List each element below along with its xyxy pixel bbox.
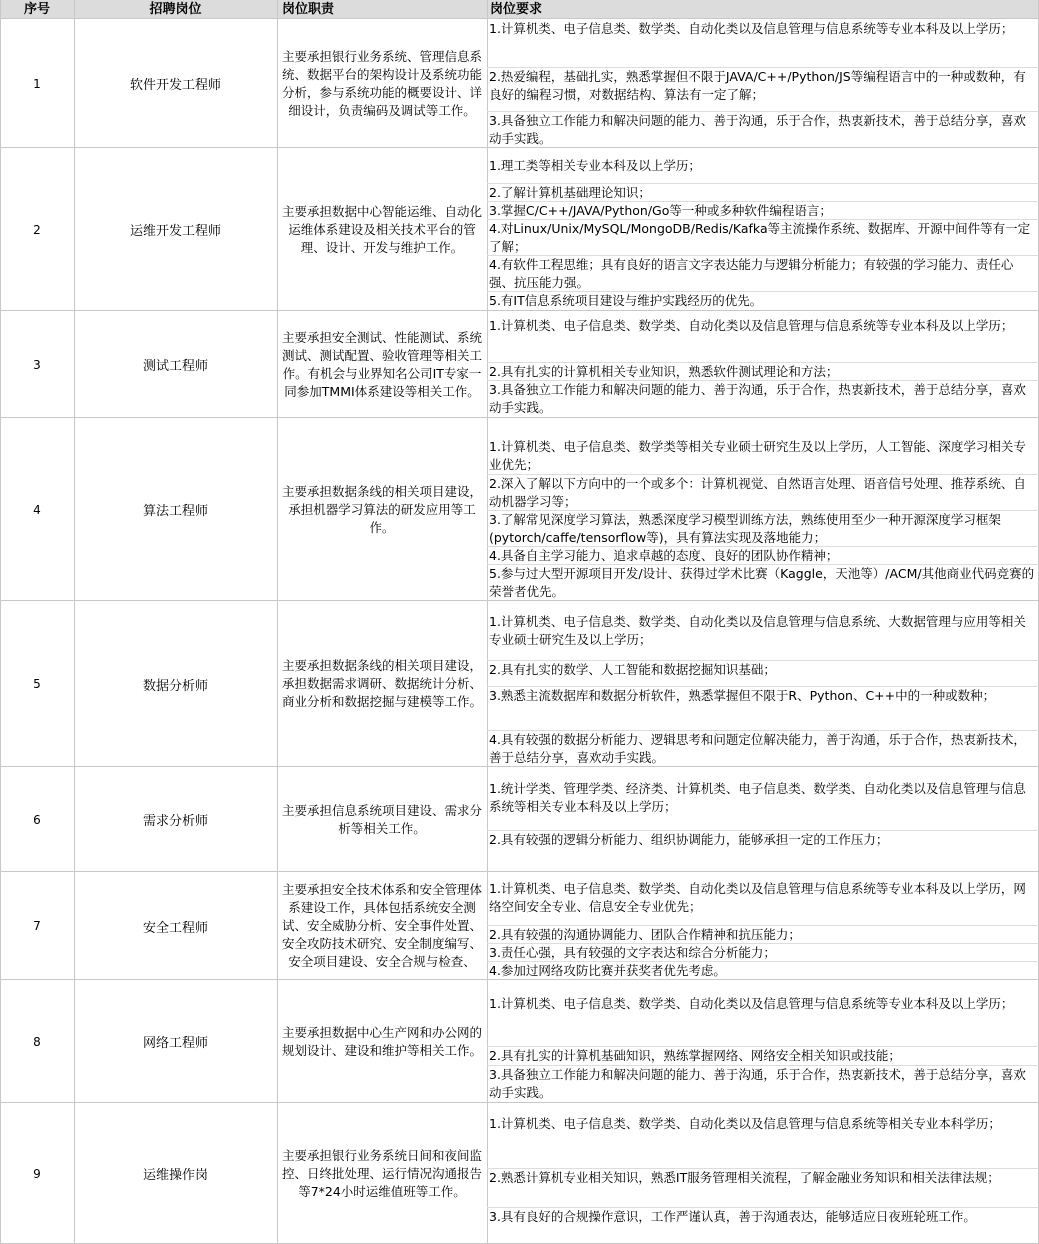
row-duty: 主要承担数据中心智能运维、自动化运维体系建设及相关技术平台的管理、设计、开发与维护工作。 [282, 203, 483, 255]
requirement-item: 4.对Linux/Unix/MySQL/MongoDB/Redis/Kafka等主流操作系统、数据库、开源中间件等有一定了解； [489, 221, 1031, 254]
requirement-item: 3.责任心强，具有较强的文字表达和综合分析能力； [489, 945, 776, 960]
requirement-item: 1.计算机类、电子信息类、数学类、自动化类以及信息管理与信息系统等专业本科及以上学历； [489, 21, 1014, 36]
requirement-item: 3.熟悉主流数据库和数据分析软件，熟悉掌握但不限于R、Python、C++中的一种或数种； [489, 688, 996, 703]
row-duty: 主要承担数据条线的相关项目建设，承担机器学习算法的研发应用等工作。 [282, 483, 483, 535]
row-post: 算法工程师 [142, 504, 208, 519]
row-post: 数据分析师 [142, 678, 208, 694]
row-post: 运维操作岗 [142, 1168, 208, 1183]
header-duty: 岗位职责 [277, 0, 487, 19]
requirement-item: 1.计算机类、电子信息类、数学类、自动化类以及信息管理与信息系统等相关专业本科学历； [489, 1116, 1001, 1131]
requirement-item: 3.掌握C/C++/JAVA/Python/Go等一种或多种软件编程语言； [489, 203, 832, 218]
requirement-item: 1.计算机类、电子信息类、数学类、自动化类以及信息管理与信息系统、大数据管理与应用等相关专业硕士研究生及以上学历； [489, 614, 1026, 647]
requirement-item: 1.统计学类、管理学类、经济类、计算机类、电子信息类、数学类、自动化类以及信息管理与信息系统等相关专业本科及以上学历； [489, 781, 1026, 814]
requirement-item: 5.参与过大型开源项目开发/设计、获得过学术比赛（Kaggle，天池等）/ACM/其他商业代码竞赛的荣誉者优先。 [489, 566, 1035, 599]
requirement-item: 2.具有扎实的计算机基础知识，熟练掌握网络、网络安全相关知识或技能； [489, 1048, 901, 1063]
header-req: 岗位要求 [487, 0, 1039, 19]
requirement-item: 3.具备独立工作能力和解决问题的能力、善于沟通，乐于合作，热衷新技术，善于总结分享，喜欢动手实践。 [489, 1067, 1026, 1100]
row-post: 需求分析师 [142, 814, 208, 829]
requirement-item: 2.熟悉计算机专业相关知识，熟悉IT服务管理相关流程，了解金融业务知识和相关法律法规； [489, 1170, 1000, 1185]
requirement-item: 1.计算机类、电子信息类、数学类、自动化类以及信息管理与信息系统等专业本科及以上学历，网络空间安全专业、信息安全专业优先； [489, 881, 1026, 914]
row-post: 软件开发工程师 [129, 78, 221, 93]
row-seq: 7 [33, 919, 41, 933]
row-duty: 主要承担安全测试、性能测试、系统测试、测试配置、验收管理等相关工作。有机会与业界知名公司IT专家一同参加TMMI体系建设等相关工作。 [282, 329, 483, 399]
row-post: 测试工程师 [142, 359, 208, 374]
requirement-item: 1.计算机类、电子信息类、数学类、自动化类以及信息管理与信息系统等专业本科及以上学历； [489, 996, 1014, 1011]
requirement-item: 3.具备独立工作能力和解决问题的能力、善于沟通，乐于合作，热衷新技术，善于总结分享，喜欢动手实践。 [489, 113, 1026, 146]
requirement-item: 2.热爱编程，基础扎实，熟悉掌握但不限于JAVA/C++/Python/JS等编程语言中的一种或数种，有良好的编程习惯，对数据结构、算法有一定了解； [489, 69, 1026, 102]
row-seq: 4 [33, 502, 41, 517]
requirement-item: 4.参加过网络攻防比赛并获奖者优先考虑。 [489, 963, 726, 978]
row-seq: 2 [33, 222, 41, 237]
row-duty: 主要承担银行业务系统、管理信息系统、数据平台的架构设计及系统功能分析，参与系统功能的概要设计、详细设计，负责编码及调试等工作。 [282, 48, 483, 118]
row-duty: 主要承担信息系统项目建设、需求分析等相关工作。 [282, 802, 483, 836]
row-seq: 1 [33, 76, 41, 91]
requirement-item: 2.具有扎实的计算机相关专业知识，熟悉软件测试理论和方法； [489, 364, 839, 379]
row-duty: 主要承担数据中心生产网和办公网的规划设计、建设和维护等相关工作。 [282, 1024, 483, 1058]
requirement-item: 3.具备独立工作能力和解决问题的能力、善于沟通，乐于合作，热衷新技术，善于总结分享，喜欢动手实践。 [489, 382, 1026, 415]
row-seq: 6 [33, 812, 41, 827]
row-seq: 8 [33, 1034, 41, 1049]
requirement-item: 2.具有较强的沟通协调能力、团队合作精神和抗压能力； [489, 927, 801, 942]
requirement-item: 3.具有良好的合规操作意识，工作严谨认真，善于沟通表达，能够适应日夜班轮班工作。 [489, 1209, 976, 1224]
requirement-item: 2.了解计算机基础理论知识； [489, 185, 651, 200]
requirement-item: 4.有软件工程思维；具有良好的语言文字表达能力与逻辑分析能力；有较强的学习能力、责任心强、抗压能力强。 [489, 257, 1014, 290]
row-post: 安全工程师 [142, 920, 208, 936]
requirement-item: 5.有IT信息系统项目建设与维护实践经历的优先。 [489, 293, 763, 308]
header-post: 招聘岗位 [74, 0, 277, 19]
requirement-item: 1.理工类等相关专业本科及以上学历； [489, 158, 701, 173]
requirement-item: 4.具有较强的数据分析能力、逻辑思考和问题定位解决能力，善于沟通，乐于合作，热衷新技术，善于总结分享，喜欢动手实践。 [489, 732, 1026, 765]
row-duty: 主要承担数据条线的相关项目建设，承担数据需求调研、数据统计分析、商业分析和数据挖掘与建模等工作。 [282, 658, 483, 709]
row-post: 运维开发工程师 [129, 224, 221, 239]
row-seq: 9 [33, 1166, 41, 1181]
requirement-item: 2.具有较强的逻辑分析能力、组织协调能力，能够承担一定的工作压力； [489, 832, 889, 847]
row-seq: 5 [33, 677, 41, 691]
row-post: 网络工程师 [142, 1036, 208, 1051]
requirement-item: 1.计算机类、电子信息类、数学类、自动化类以及信息管理与信息系统等专业本科及以上学历； [489, 318, 1014, 333]
header-seq: 序号 [0, 0, 74, 19]
requirement-item: 1.计算机类、电子信息类、数学类等相关专业硕士研究生及以上学历，人工智能、深度学习相关专业优先； [489, 439, 1026, 472]
row-duty: 主要承担安全技术体系和安全管理体系建设工作，具体包括系统安全测试、安全威胁分析、安全事件处置、安全攻防技术研究、安全制度编写、安全项目建设、安全合规与检查、 [282, 882, 483, 969]
requirement-item: 3.了解常见深度学习算法，熟悉深度学习模型训练方法，熟练使用至少一种开源深度学习框架(pytorch/caffe/tensorflow等)，具有算法实现及落地能力； [489, 512, 1001, 545]
row-duty: 主要承担银行业务系统日间和夜间监控、日终批处理、运行情况沟通报告等7*24小时运维值班等工作。 [282, 1147, 483, 1199]
requirement-item: 2.具有扎实的数学、人工智能和数据挖掘知识基础； [489, 662, 776, 677]
requirement-item: 4.具备自主学习能力、追求卓越的态度、良好的团队协作精神； [489, 548, 839, 563]
row-seq: 3 [33, 357, 41, 372]
requirement-item: 2.深入了解以下方向中的一个或多个：计算机视觉、自然语言处理、语音信号处理、推荐系统、自动机器学习等； [489, 476, 1026, 509]
